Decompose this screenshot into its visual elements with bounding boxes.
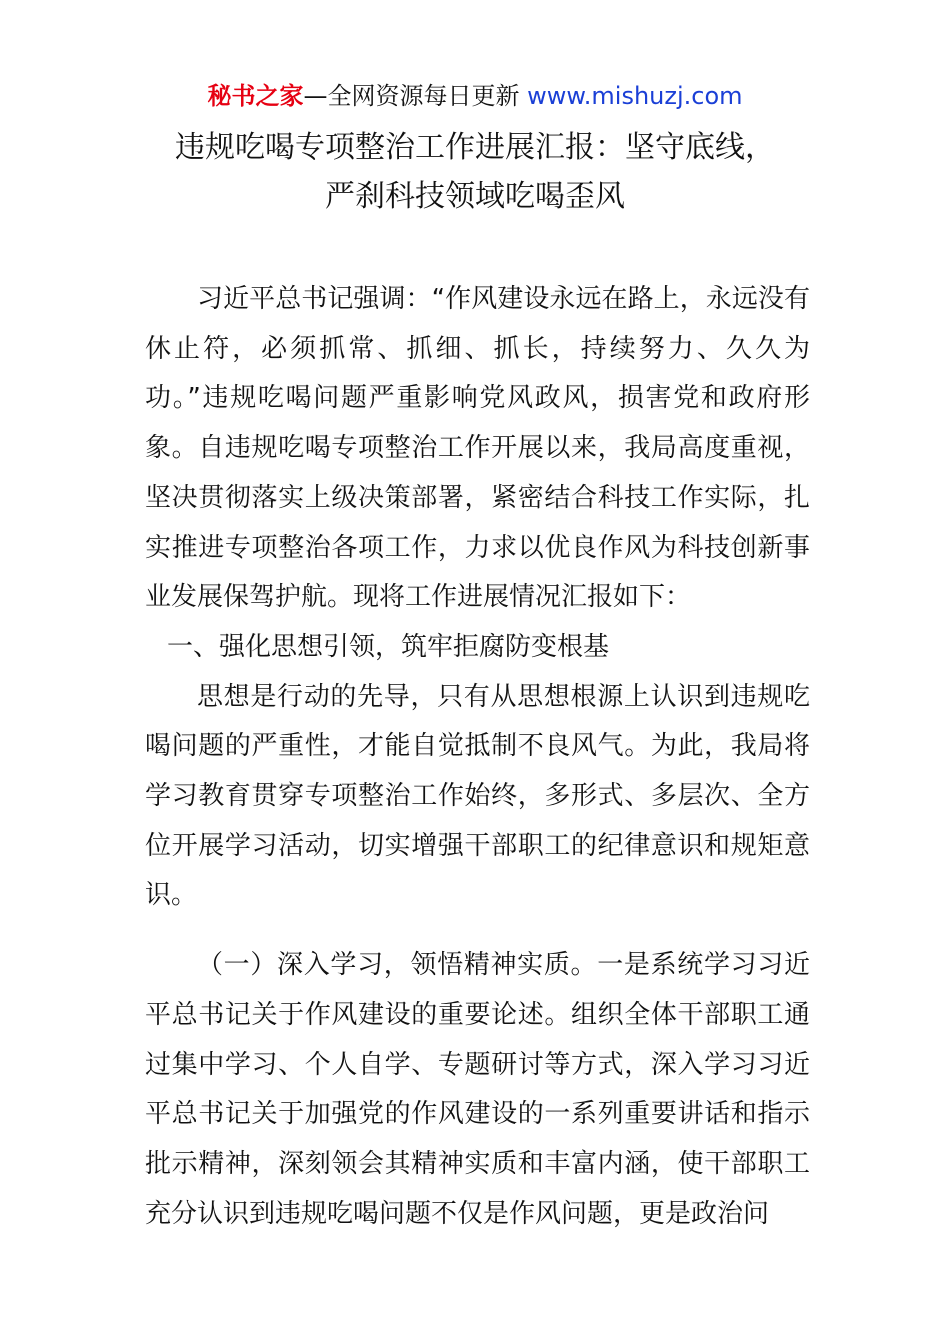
site-url-link[interactable]: www.mishuzj.com [527,82,743,110]
brand-name: 秘书之家 [207,82,304,110]
subsection-1-paragraph: （一）深入学习，领悟精神实质。一是系统学习习近平总书记关于作风建设的重要论述。组织全体干部职工通过集中学习、个人自学、专题研讨等方式，深入学习习近平总书记关于加强党的作风建设的一系列重要讲话和指示批示精神，深刻领会其精神实质和丰富内涵，使干部职工充分认识到违规吃喝问题不仅是作风问题，更是政治问 [145,950,810,1229]
section-1-heading: 一、强化思想引领，筑牢拒腐防变根基 [167,631,610,662]
document-title-line-2: 严刹科技领域吃喝歪风 [325,179,625,214]
document-body [145,275,810,1239]
document-title-line-1: 违规吃喝专项整治工作进展汇报：坚守底线， [175,130,775,165]
site-header [0,80,950,112]
intro-paragraph: 习近平总书记强调：“作风建设永远在路上，永远没有休止符，必须抓常、抓细、抓长，持续努力、久久为功。”违规吃喝问题严重影响党风政风，损害党和政府形象。自违规吃喝专项整治工作开展以来，我局高度重视，坚决贯彻落实上级决策部署，紧密结合科技工作实际，扎实推进专项整治各项工作，力求以优良作风为科技创新事业发展保驾护航。现将工作进展情况汇报如下： [145,284,810,613]
section-1-paragraph: 思想是行动的先导，只有从思想根源上认识到违规吃喝问题的严重性，才能自觉抵制不良风气。为此，我局将学习教育贯穿专项整治工作始终，多形式、多层次、全方位开展学习活动，切实增强干部职工的纪律意识和规矩意识。 [145,681,810,911]
header-tagline: 全网资源每日更新 [327,82,520,110]
header-dash: — [303,82,328,110]
